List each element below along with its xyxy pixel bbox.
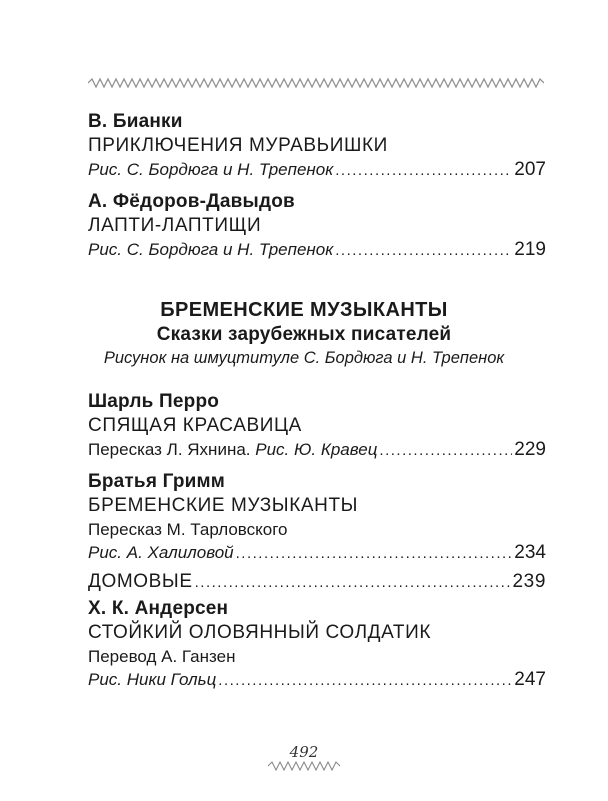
page-ref: 234	[514, 542, 546, 563]
section-subtitle: Сказки зарубежных писателей	[156, 324, 452, 345]
top-wave-ornament	[88, 77, 544, 89]
entry-illustration: Рис. Ю. Кравец	[255, 440, 378, 459]
page-ref: 239	[512, 571, 546, 592]
entry-author: В. Бианки	[88, 111, 183, 132]
dot-leader	[236, 542, 513, 566]
entry-title: СПЯЩАЯ КРАСАВИЦА	[88, 415, 302, 436]
page-ref: 229	[514, 439, 546, 460]
dot-leader	[335, 159, 512, 183]
dot-leader	[195, 571, 511, 595]
toc-line	[88, 438, 546, 463]
toc-line	[88, 541, 546, 566]
page-ref: 247	[514, 669, 546, 690]
retelling-text: Пересказ Л. Яхнина.	[88, 440, 251, 459]
entry-retelling	[88, 438, 377, 462]
entry-illustration: Рис. С. Бордюга и Н. Трепенок	[88, 160, 334, 179]
page-number: 492	[289, 743, 319, 761]
section-note: Рисунок на шмуцтитуле С. Бордюга и Н. Трепенок	[103, 349, 505, 367]
entry-author: Братья Гримм	[88, 471, 226, 492]
toc-line	[88, 238, 546, 263]
entry-illustration: Рис. А. Халиловой	[88, 543, 234, 562]
toc-entry-fedorov-davydov	[88, 190, 546, 263]
entry-title: ПРИКЛЮЧЕНИЯ МУРАВЬИШКИ	[88, 135, 388, 156]
page-ref: 207	[514, 159, 546, 180]
toc-entry-perrault	[88, 390, 546, 463]
entry-illustration: Рис. С. Бордюга и Н. Трепенок	[88, 240, 334, 259]
toc-entry-grimm	[88, 470, 546, 595]
entry-title: СТОЙКИЙ ОЛОВЯННЫЙ СОЛДАТИК	[88, 622, 432, 643]
dot-leader	[379, 439, 512, 463]
dot-leader	[335, 239, 512, 263]
section-header	[0, 298, 608, 370]
entry-retelling: Пересказ М. Тарловского	[88, 520, 288, 539]
page-ref: 219	[514, 239, 546, 260]
entry-illustration: Рис. Ники Гольц	[88, 670, 217, 689]
entry-author: Х. К. Андерсен	[88, 598, 229, 619]
toc-entry-bianki	[88, 110, 546, 183]
dot-leader	[218, 669, 512, 693]
entry-author: Шарль Перро	[88, 391, 220, 412]
toc-line	[88, 570, 546, 595]
bottom-wave-ornament	[268, 761, 340, 771]
entry-author: А. Фёдоров-Давыдов	[88, 191, 295, 212]
toc-line	[88, 158, 546, 183]
section-title: БРЕМЕНСКИЕ МУЗЫКАНТЫ	[160, 299, 448, 321]
toc-line	[88, 668, 546, 693]
entry-title: ДОМОВЫЕ	[88, 571, 193, 592]
entry-translation: Перевод А. Ганзен	[88, 647, 236, 666]
entry-title: ЛАПТИ-ЛАПТИЩИ	[88, 215, 262, 236]
toc-entry-andersen	[88, 597, 546, 693]
entry-title: БРЕМЕНСКИЕ МУЗЫКАНТЫ	[88, 495, 359, 516]
